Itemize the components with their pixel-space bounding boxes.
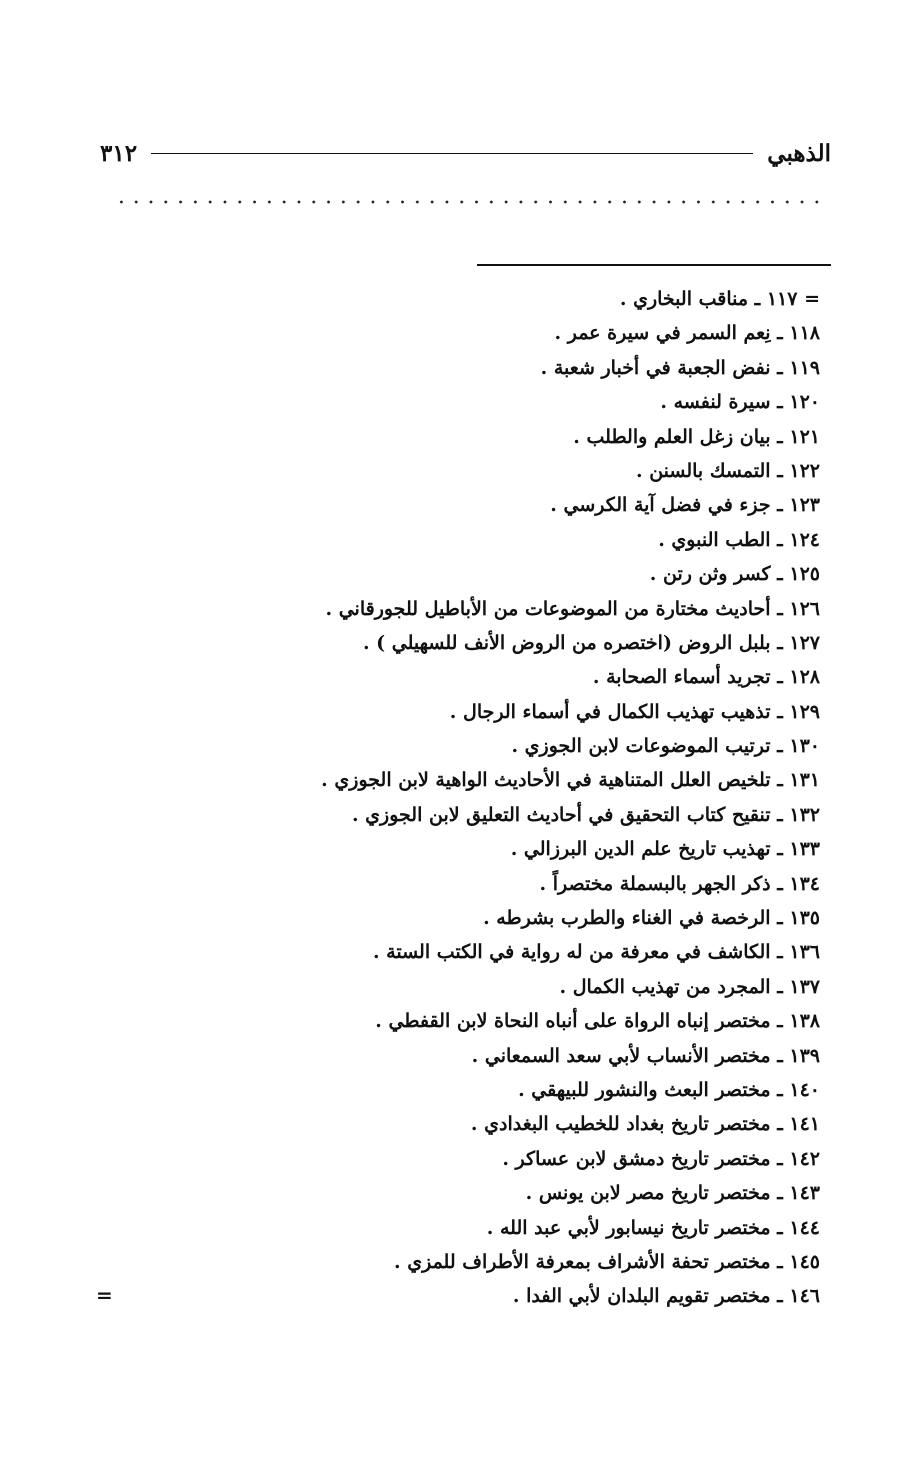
list-item: = ١١٧ ـ مناقب البخاري . [619, 288, 820, 310]
list-item: ١٣٠ ـ ترتيب الموضوعات لابن الجوزي . [511, 735, 820, 758]
list-item: ١٢٢ ـ التمسك بالسنن . [635, 459, 820, 482]
page-header [100, 133, 831, 173]
list-item: ١٤٤ ـ مختصر تاريخ نيسابور لأبي عبد الله . [486, 1216, 820, 1239]
list-item: ١٤٥ ـ مختصر تحفة الأشراف بمعرفة الأطراف للمزي . [393, 1250, 820, 1273]
list-item: ١٤٦ ـ مختصر تقويم البلدان لأبي الفدا . [512, 1285, 820, 1308]
list-item: ١١٨ ـ نِعم السمر في سيرة عمر . [554, 322, 820, 345]
list-item: ١٢١ ـ بيان زغل العلم والطلب . [573, 425, 820, 448]
list-item: ١٣٨ ـ مختصر إنباه الرواة على أنباه النحاة لابن القفطي . [375, 1010, 820, 1033]
list-item: ١٢٣ ـ جزء في فضل آية الكرسي . [550, 494, 820, 517]
list-item: ١٣٣ ـ تهذيب تاريخ علم الدين البرزالي . [510, 838, 820, 861]
list-item: ١٤٣ ـ مختصر تاريخ مصر لابن يونس . [525, 1182, 820, 1205]
list-item: ١٣٦ ـ الكاشف في معرفة من له رواية في الكتب الستة . [372, 941, 820, 964]
list-item: ١٣٩ ـ مختصر الأنساب لأبي سعد السمعاني . [471, 1044, 820, 1067]
list-item: ١٢٧ ـ بلبل الروض (اختصره من الروض الأنف للسهيلي ) . [362, 631, 820, 654]
list-item: ١٣٤ ـ ذكر الجهر بالبسملة مختصراً . [539, 872, 820, 895]
list-item: ١٢٩ ـ تذهيب تهذيب الكمال في أسماء الرجال . [449, 700, 820, 723]
list-item: ١٤٠ ـ مختصر البعث والنشور للبيهقي . [518, 1078, 820, 1101]
running-head: الذهبي [767, 139, 831, 167]
list-item: ١٢٨ ـ تجريد أسماء الصحابة . [592, 666, 820, 689]
works-list [200, 282, 820, 1314]
page-number: ٣١٢ [100, 139, 138, 167]
list-item: ١٣١ ـ تلخيص العلل المتناهية في الأحاديث الواهية لابن الجوزي . [321, 769, 820, 792]
header-rule [151, 153, 753, 154]
list-item: ١٢٠ ـ سيرة لنفسه . [660, 391, 820, 414]
list-item: ١٣٧ ـ المجرد من تهذيب الكمال . [559, 975, 820, 998]
list-item: ١١٩ ـ نفض الجعبة في أخبار شعبة . [540, 356, 820, 379]
list-item: ١٢٦ ـ أحاديث مختارة من الموضوعات من الأباطيل للجورقاني . [325, 597, 820, 620]
continuation-mark: = [96, 1283, 113, 1307]
list-rule [477, 264, 831, 266]
list-item: ١٢٤ ـ الطب النبوي . [658, 528, 820, 551]
list-item: ١٤١ ـ مختصر تاريخ بغداد للخطيب البغدادي . [470, 1113, 820, 1136]
list-item: ١٢٥ ـ كسر وثن رتن . [649, 563, 820, 586]
dotted-separator [114, 196, 826, 208]
list-item: ١٣٥ ـ الرخصة في الغناء والطرب بشرطه . [483, 907, 820, 930]
list-item: ١٣٢ ـ تنقيح كتاب التحقيق في أحاديث التعليق لابن الجوزي . [351, 803, 820, 826]
list-item: ١٤٢ ـ مختصر تاريخ دمشق لابن عساكر . [502, 1147, 820, 1170]
